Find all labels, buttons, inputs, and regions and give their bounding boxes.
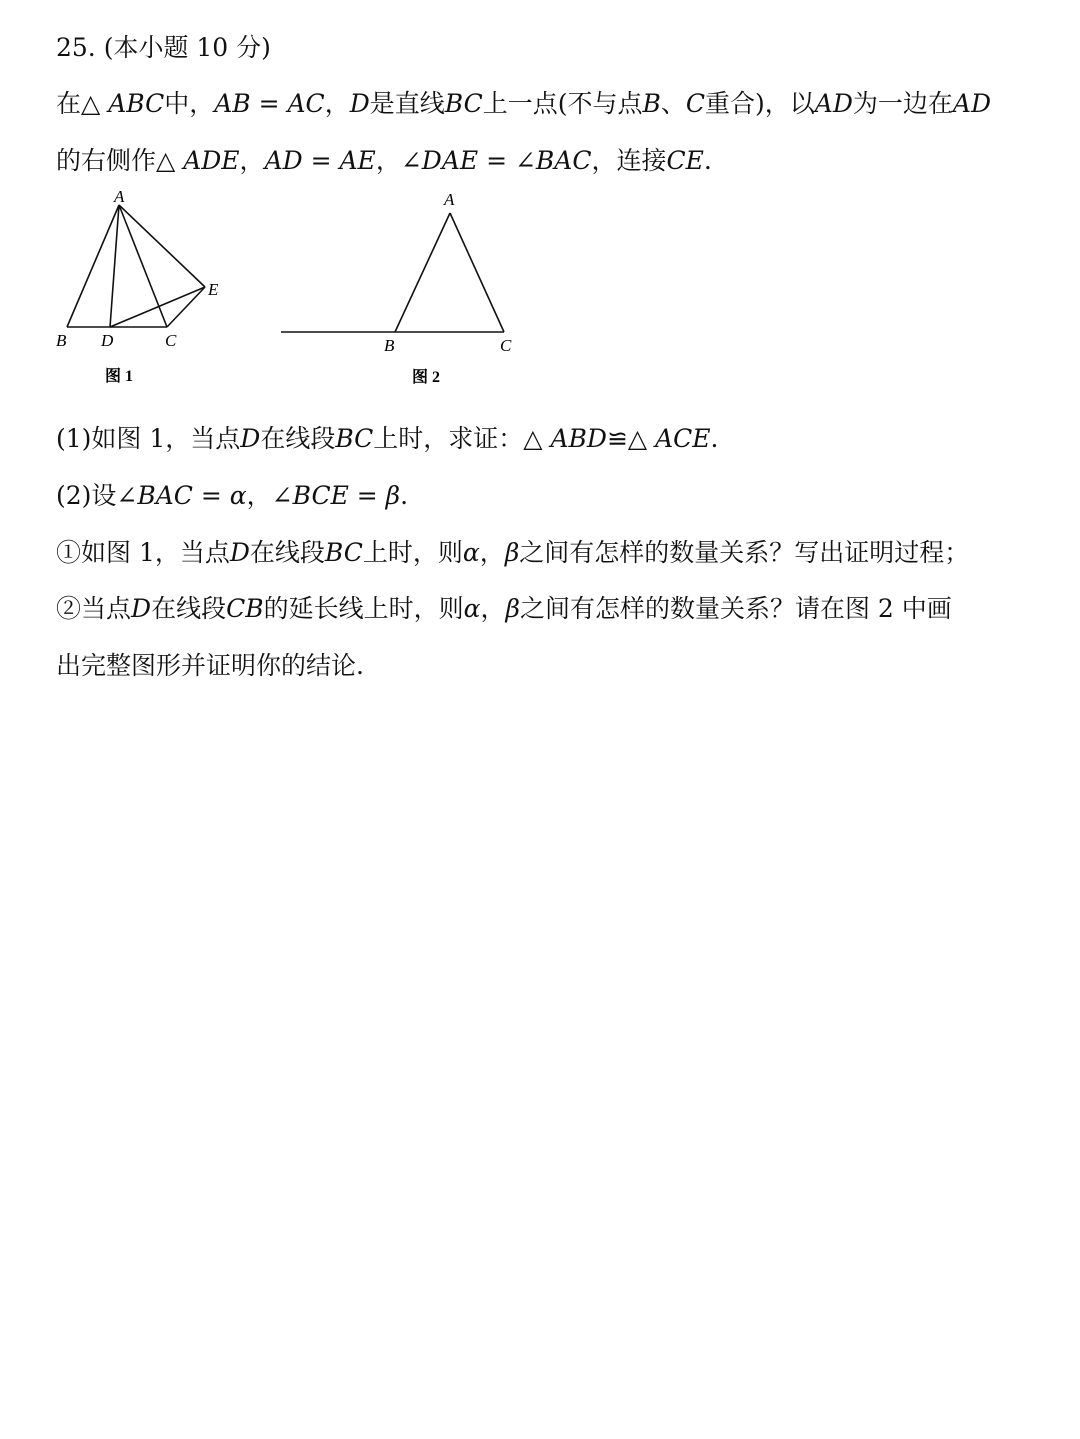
- text-run: 在线段: [249, 538, 325, 567]
- text-run: (2)设: [56, 481, 117, 510]
- segment-de: [110, 287, 205, 327]
- math-run: ABC: [108, 89, 165, 118]
- text-run: ①如图 1，当点: [56, 538, 230, 567]
- text-run: ②当点: [56, 594, 132, 623]
- text-run: 之间有怎样的数量关系？请在图 2 中画: [519, 594, 952, 623]
- math-run: D: [229, 538, 250, 567]
- text-run: .: [703, 146, 712, 175]
- text-run: 在线段: [260, 424, 336, 453]
- segment-ab: [395, 213, 450, 332]
- problem-stem-line-1: [56, 86, 991, 122]
- text-run: 中，: [164, 89, 215, 118]
- text-run: .: [710, 424, 719, 453]
- text-run: ，: [246, 481, 272, 510]
- segment-ae: [119, 205, 205, 287]
- fig2-caption: 图 2: [412, 369, 441, 386]
- text-run: 出完整图形并证明你的结论.: [56, 651, 364, 680]
- question-2-part-1: [56, 535, 969, 571]
- fig2-label-b: B: [384, 336, 395, 355]
- math-run: ACE: [655, 424, 711, 453]
- text-run: ≌△: [606, 424, 656, 453]
- segment-ac: [450, 213, 504, 332]
- math-run: AB = AC: [214, 89, 325, 118]
- math-run: C: [685, 89, 706, 118]
- segment-ce: [167, 287, 205, 327]
- math-run: AD: [952, 89, 992, 118]
- math-run: AD: [814, 89, 853, 118]
- text-run: 的延长线上时，则: [263, 594, 464, 623]
- math-run: AD = AE: [264, 146, 376, 175]
- math-run: CE: [666, 146, 704, 175]
- fig1-label-c: C: [165, 331, 177, 350]
- fig2-label-c: C: [500, 336, 512, 355]
- text-run: 之间有怎样的数量关系？写出证明过程；: [519, 538, 970, 567]
- text-run: 上一点(不与点: [482, 89, 643, 118]
- text-run: ，: [324, 89, 350, 118]
- text-run: 上时，则: [362, 538, 463, 567]
- problem-header: 25. (本小题 10 分): [56, 33, 271, 62]
- math-run: CB: [226, 594, 264, 623]
- math-run: β: [504, 538, 520, 567]
- fig2-label-a: A: [444, 190, 455, 209]
- text-run: ，连接: [591, 146, 667, 175]
- fig1-label-a: A: [114, 187, 125, 206]
- text-run: ，: [239, 146, 265, 175]
- text-run: 为一边在: [852, 89, 953, 118]
- math-run: ∠DAE = ∠BAC: [400, 146, 592, 175]
- figure-2: [278, 185, 528, 390]
- text-run: ，: [375, 146, 401, 175]
- fig1-label-d: D: [101, 331, 114, 350]
- math-run: ∠BCE = β: [271, 481, 401, 510]
- text-run: 在线段: [151, 594, 227, 623]
- math-run: D: [349, 89, 370, 118]
- math-run: ADE: [183, 146, 240, 175]
- math-run: BC: [335, 424, 374, 453]
- text-run: 、: [660, 89, 686, 118]
- problem-stem-line-2: [56, 143, 712, 179]
- text-run: ，: [480, 594, 506, 623]
- math-run: β: [505, 594, 520, 623]
- segment-ac: [119, 205, 167, 327]
- question-2-part-2-line-2: [56, 648, 364, 684]
- math-run: α: [462, 538, 480, 567]
- text-run: 重合)，以: [705, 89, 815, 118]
- text-run: 的右侧作△: [56, 146, 184, 175]
- text-run: .: [400, 481, 409, 510]
- math-run: α: [463, 594, 481, 623]
- question-1: [56, 421, 718, 457]
- math-run: D: [240, 424, 261, 453]
- text-run: 在△: [56, 89, 109, 118]
- text-run: 上时，求证：△: [373, 424, 551, 453]
- fig1-caption: 图 1: [105, 368, 134, 385]
- question-2-part-2-line-1: [56, 591, 952, 627]
- math-run: BC: [444, 89, 483, 118]
- math-run: ∠BAC = α: [116, 481, 247, 510]
- math-run: BC: [324, 538, 363, 567]
- math-run: B: [642, 89, 661, 118]
- math-run: D: [131, 594, 152, 623]
- text-run: (1)如图 1，当点: [56, 424, 241, 453]
- text-run: ，: [479, 538, 505, 567]
- question-2: [56, 478, 408, 514]
- text-run: 是直线: [369, 89, 445, 118]
- figure-1: [50, 185, 240, 390]
- fig1-label-b: B: [56, 331, 67, 350]
- math-run: ABD: [550, 424, 607, 453]
- fig1-label-e: E: [208, 280, 219, 299]
